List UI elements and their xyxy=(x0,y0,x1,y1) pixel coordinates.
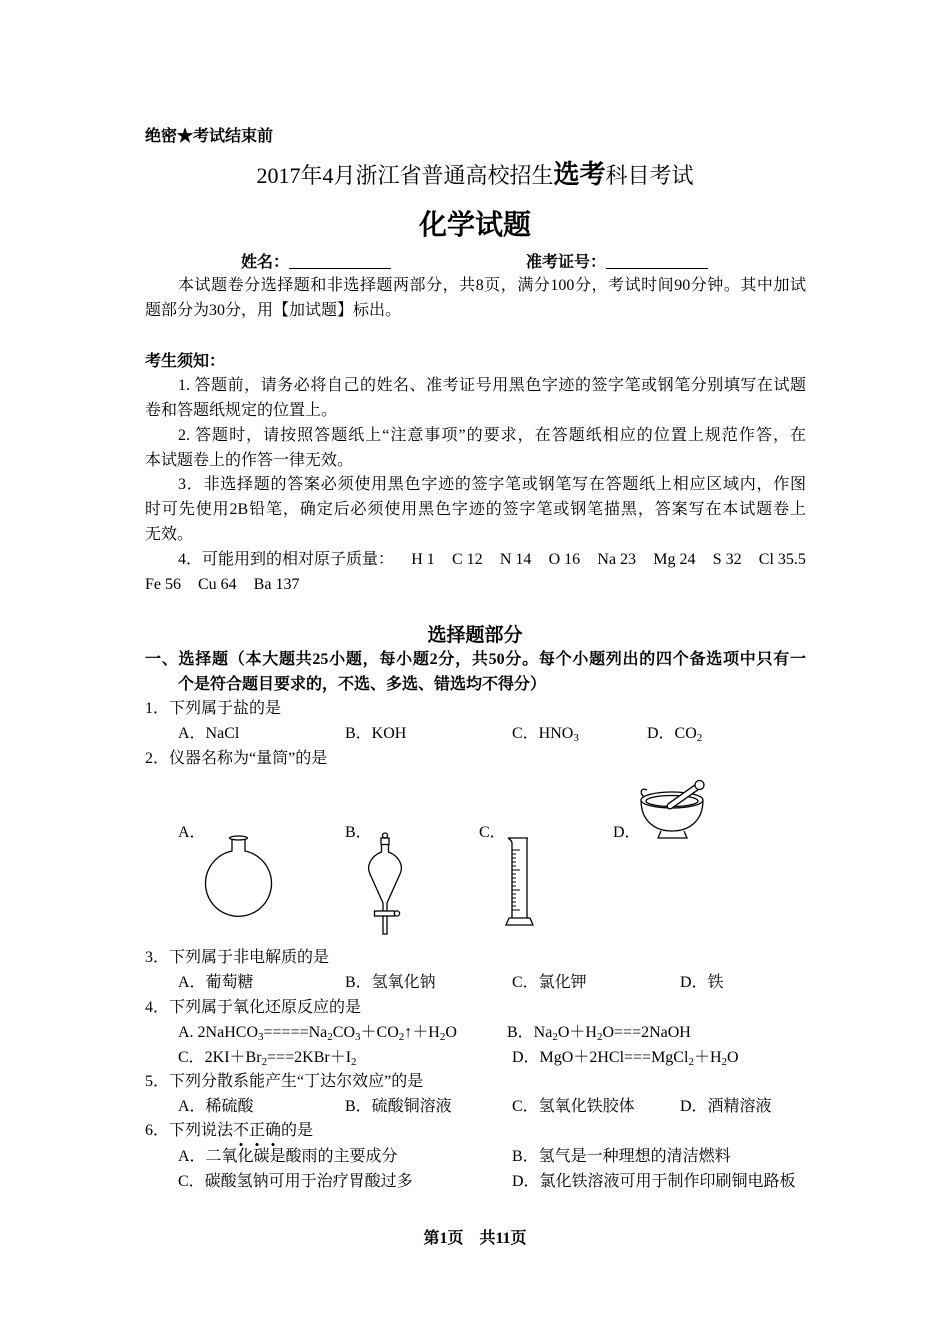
subscript: 2 xyxy=(261,1056,268,1068)
stem-text: 的是 xyxy=(281,1122,314,1139)
question-3-stem: 3．下列属于非电解质的是 xyxy=(145,949,330,966)
page-footer: 第1页 共11页 xyxy=(423,1230,527,1247)
option-text: D．MgO＋2HCl===MgCl xyxy=(512,1049,689,1066)
question-2-option-a: A． xyxy=(178,824,206,841)
section-title: 选择题部分 xyxy=(427,624,523,646)
name-field xyxy=(241,252,391,272)
separatory-funnel-icon xyxy=(369,833,402,934)
question-3-option-a: A．葡萄糖 xyxy=(178,974,254,991)
atomic-mass: Cu 64 xyxy=(198,576,237,593)
question-1-stem: 1．下列属于盐的是 xyxy=(145,700,282,717)
atomic-mass: Fe 56 xyxy=(145,576,181,593)
atomic-mass-prefix: 4．可能用到的相对原子质量： xyxy=(178,551,395,568)
subscript: 3 xyxy=(355,1031,361,1043)
notice-item-4-cont xyxy=(145,575,299,595)
question-4-option-b xyxy=(507,1023,691,1043)
question-2-option-b: B． xyxy=(345,824,372,841)
question-3-option-b: B．氢氧化钠 xyxy=(345,974,436,991)
atomic-mass: Mg 24 xyxy=(653,551,696,568)
exam-id-label: 准考证号： xyxy=(526,254,607,271)
question-5-stem: 5．下列分散系能产生“丁达尔效应”的是 xyxy=(145,1073,424,1090)
option-text: ＋H xyxy=(693,1049,722,1066)
question-4-option-d xyxy=(512,1048,739,1068)
subject-title: 化学试题 xyxy=(418,208,531,241)
exam-title-prefix: 2017年4月浙江省普通高校招生 xyxy=(256,163,554,188)
emphasized-text: 不正确 xyxy=(233,1121,281,1147)
subscript: 2 xyxy=(688,1056,694,1068)
option-text: CO xyxy=(332,1024,356,1041)
question-3-option-c: C．氯化钾 xyxy=(512,974,587,991)
exam-title-highlight: 选考 xyxy=(553,160,606,189)
atomic-mass: N 14 xyxy=(499,551,532,568)
question-4-option-a xyxy=(178,1023,457,1043)
subscript: 3 xyxy=(573,732,579,744)
question-1-option-d xyxy=(647,724,702,744)
option-text: O＋H xyxy=(557,1024,597,1041)
atomic-mass: Na 23 xyxy=(597,551,637,568)
option-text: O===2NaOH xyxy=(602,1024,691,1041)
notice-item-1: 1. 答题前，请务必将自己的姓名、准考证号用黑色字迹的签字笔或钢笔分别填写在试题 xyxy=(178,377,806,394)
atomic-mass: H 1 xyxy=(411,551,435,568)
question-1-option-b: B．KOH xyxy=(345,725,407,742)
subscript: 2 xyxy=(439,1031,446,1043)
question-2-stem: 2．仪器名称为“量筒”的是 xyxy=(145,750,328,767)
stem-text: 6．下列说法 xyxy=(145,1122,234,1139)
question-6-stem xyxy=(145,1121,313,1141)
question-3-option-d: D．铁 xyxy=(680,974,724,991)
question-5-option-a: A．稀硫酸 xyxy=(178,1098,254,1115)
subscript: 3 xyxy=(258,1031,264,1043)
name-label: 姓名： xyxy=(241,254,290,271)
subscript: 2 xyxy=(596,1031,603,1043)
option-text: O xyxy=(445,1024,457,1041)
question-2-option-c: C． xyxy=(479,824,506,841)
option-text: ＋CO xyxy=(360,1024,399,1041)
atomic-mass: C 12 xyxy=(451,551,483,568)
atomic-mass: O 16 xyxy=(548,551,581,568)
option-text: C．HNO xyxy=(512,725,574,742)
subscript: 2 xyxy=(398,1031,405,1043)
subscript: 2 xyxy=(552,1031,558,1043)
option-text: =====Na xyxy=(263,1024,328,1041)
question-5-option-c: C．氢氧化铁胶体 xyxy=(512,1098,635,1115)
option-text: A. 2NaHCO xyxy=(178,1024,258,1041)
subscript: 2 xyxy=(351,1056,357,1068)
intro-line: 题部分为30分，用【加试题】标出。 xyxy=(145,302,402,319)
question-6-option-a: A．二氧化碳是酸雨的主要成分 xyxy=(178,1148,398,1165)
option-text: B．Na xyxy=(507,1024,553,1041)
atomic-mass: S 32 xyxy=(712,551,742,568)
question-5-option-d: D．酒精溶液 xyxy=(680,1098,772,1115)
subscript: 2 xyxy=(721,1056,727,1068)
question-4-stem: 4．下列属于氧化还原反应的是 xyxy=(145,999,362,1016)
question-1-option-c xyxy=(512,724,579,744)
notice-item-3-end: 无效。 xyxy=(145,526,194,543)
notice-item-2: 2. 答题时，请按照答题纸上“注意事项”的要求，在答题纸相应的位置上规范作答，在 xyxy=(178,427,806,444)
notice-item-1-cont: 卷和答题纸规定的位置上。 xyxy=(145,402,338,419)
question-6-option-b: B．氢气是一种理想的清洁燃料 xyxy=(512,1148,731,1165)
atomic-mass: Ba 137 xyxy=(253,576,300,593)
notice-item-4 xyxy=(178,550,806,570)
graduated-cylinder-icon xyxy=(506,838,533,925)
option-text: C．2KI＋Br xyxy=(178,1049,262,1066)
subscript: 2 xyxy=(696,732,703,744)
option-text: ↑＋H xyxy=(404,1024,440,1041)
atomic-mass: Cl 35.5 xyxy=(758,551,806,568)
question-6-option-c: C．碳酸氢钠可用于治疗胃酸过多 xyxy=(178,1173,413,1190)
question-6-option-d: D．氯化铁溶液可用于制作印刷铜电路板 xyxy=(512,1173,796,1190)
question-2-figures xyxy=(180,770,740,945)
intro-line: 本试题卷分选择题和非选择题两部分，共8页，满分100分，考试时间90分钟。其中加试 xyxy=(178,277,806,294)
exam-title-suffix: 科目考试 xyxy=(605,163,694,188)
option-text: ===2KBr＋I xyxy=(267,1049,352,1066)
mortar-and-pestle-icon xyxy=(641,781,704,839)
question-4-option-c xyxy=(178,1048,357,1068)
notice-item-3-cont: 时可先使用2B铅笔，确定后必须使用黑色字迹的签字笔或钢笔描黑，答案写在本试题卷上 xyxy=(145,501,806,518)
notice-item-3: 3．非选择题的答案必须使用黑色字迹的签字笔或钢笔写在答题纸上相应区域内，作图 xyxy=(178,476,806,493)
exam-title xyxy=(0,161,950,189)
option-text: D．CO xyxy=(647,725,697,742)
question-2-option-d: D． xyxy=(613,824,641,841)
section-instructions: 一、选择题（本大题共25小题，每小题2分，共50分。每个小题列出的四个备选项中只有一 xyxy=(145,651,806,668)
exam-id-field xyxy=(526,252,708,272)
section-instructions-cont: 个是符合题目要求的，不选、多选、错选均不得分） xyxy=(178,676,547,693)
option-text: O xyxy=(727,1049,739,1066)
notice-heading: 考生须知： xyxy=(145,353,226,370)
name-blank xyxy=(289,252,391,269)
question-1-option-a: A．NaCl xyxy=(178,725,240,742)
round-bottom-flask-icon xyxy=(206,836,272,916)
confidential-label: 绝密★考试结束前 xyxy=(145,128,274,145)
subscript: 2 xyxy=(327,1031,333,1043)
exam-id-blank xyxy=(606,252,708,269)
notice-item-2-cont: 本试题卷上的作答一律无效。 xyxy=(145,452,354,469)
question-5-option-b: B．硫酸铜溶液 xyxy=(345,1098,452,1115)
graduation-marks xyxy=(512,850,520,910)
